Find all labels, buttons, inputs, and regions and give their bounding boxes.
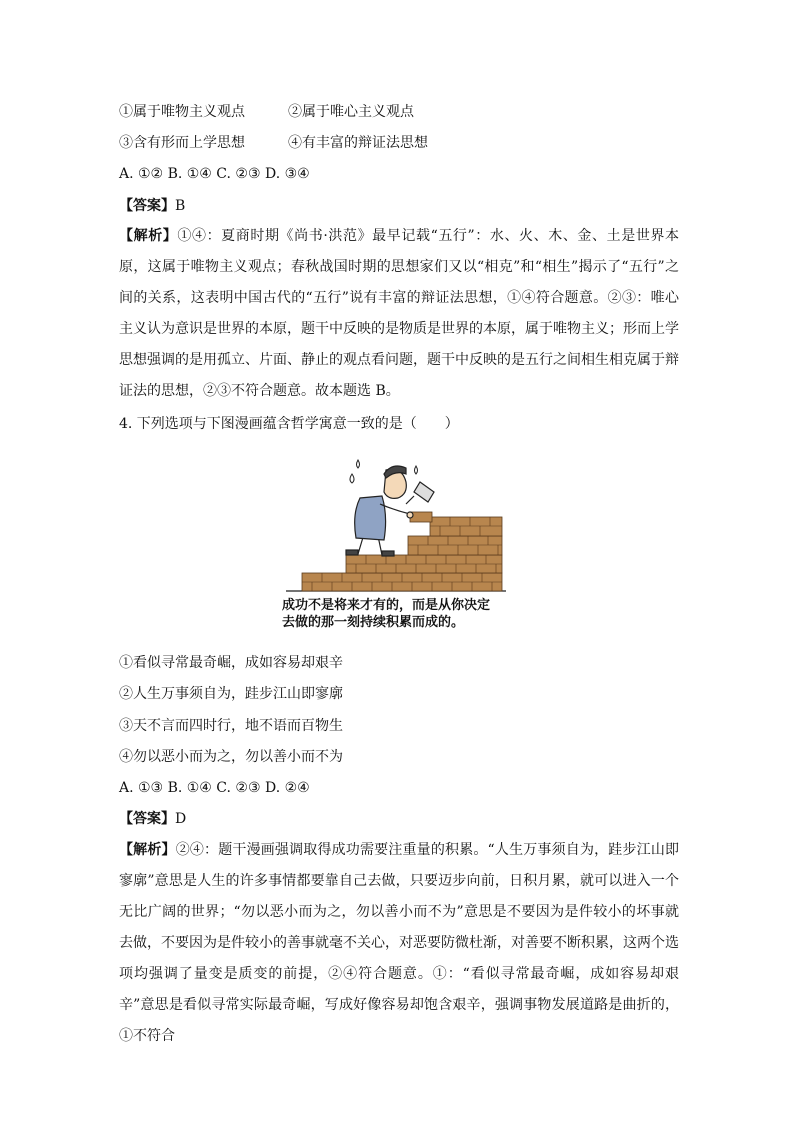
q3-option-2: ②属于唯心主义观点	[288, 104, 414, 120]
answer-value: D	[175, 811, 187, 827]
brick-in-hand	[410, 512, 432, 522]
q4-answer	[119, 809, 186, 829]
q4-option-2: ②人生万事须自为，跬步江山即寥廓	[119, 686, 343, 702]
q4-stem: 4. 下列选项与下图漫画蕴含哲学寓意一致的是（ ）	[119, 416, 459, 432]
q3-option-3: ③含有形而上学思想	[119, 135, 245, 151]
cartoon-caption	[282, 597, 522, 631]
answer-value: B	[175, 198, 186, 214]
analysis-label: 【解析】	[119, 228, 178, 244]
analysis-label: 【解析】	[119, 842, 176, 858]
q3-analysis	[119, 221, 679, 407]
q3-option-1: ①属于唯物主义观点	[119, 104, 245, 120]
caption-line-2: 去做的那一刻持续积累而成的。	[282, 615, 465, 630]
q3-option-4: ④有丰富的辩证法思想	[288, 135, 428, 151]
answer-label: 【答案】	[119, 811, 175, 827]
sweat-drops-icon	[350, 460, 418, 483]
answer-label: 【答案】	[119, 198, 175, 214]
q4-choices: A. ①③ B. ①④ C. ②③ D. ②④	[119, 780, 310, 796]
analysis-text: ①④：夏商时期《尚书·洪范》最早记载“五行”：水、火、木、金、土是世界本原，这属于唯物主义观点；春秋战国时期的思想家们又以“相克”和“相生”揭示了“五行”之间的关系，这表明中国古代的“五行”说有丰富的辩证法思想，①④符合题意。②③：唯心主义认为意识是世界的本原，题干中反映的是物质是世界的本原，属于唯物主义；形而上学思想强调的是用孤立、片面、静止的观点看问题，题干中反映的是五行之间相生相克属于辩证法的思想，②③不符合题意。故本题选 B。	[119, 228, 680, 399]
analysis-text: ②④：题干漫画强调取得成功需要注重量的积累。“人生万事须自为，跬步江山即寥廓”意思是人生的许多事情都要靠自己去做，只要迈步向前，日积月累，就可以进入一个无比广阔的世界；“勿以恶小而为之，勿以善小而不为”意思是不要因为是件较小的坏事就去做，不要因为是件较小的善事就毫不关心，对恶要防微杜渐，对善要不断积累，这两个选项均强调了量变是质变的前提，②④符合题意。①：“看似寻常最奇崛，成如容易却艰辛”意思是看似寻常实际最奇崛，写成好像容易却饱含艰辛，强调事物发展道路是曲折的，①不符合	[119, 842, 680, 1044]
q3-answer	[119, 196, 185, 216]
q3-choices: A. ①② B. ①④ C. ②③ D. ③④	[119, 166, 310, 182]
q4-option-4: ④勿以恶小而为之，勿以善小而不为	[119, 749, 343, 765]
q4-analysis	[119, 835, 679, 1052]
q4-option-3: ③天不言而四时行，地不语而百物生	[119, 718, 343, 734]
caption-line-1: 成功不是将来才有的，而是从你决定	[282, 598, 491, 613]
q4-option-1: ①看似寻常最奇崛，成如容易却艰辛	[119, 655, 343, 671]
